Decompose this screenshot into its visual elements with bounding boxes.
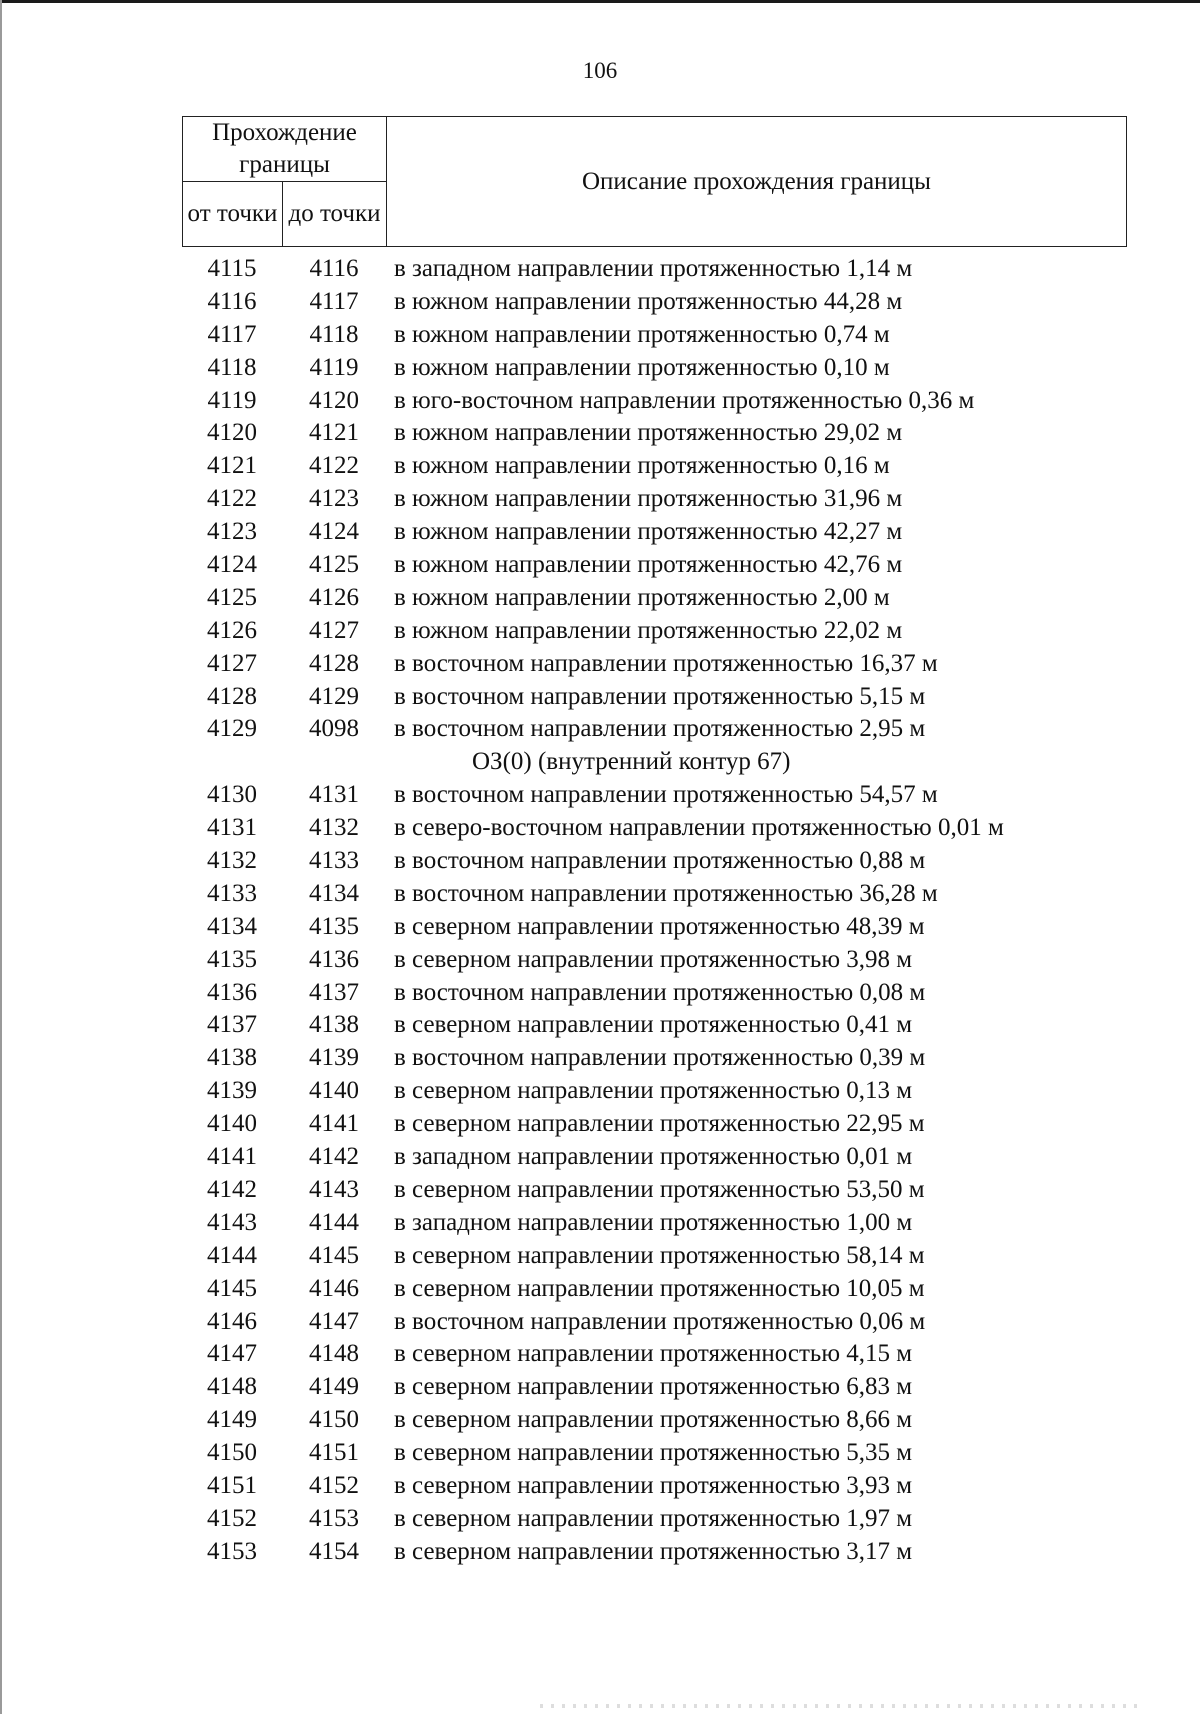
from-point-cell: 4146 xyxy=(207,1307,257,1335)
description-cell: в западном направлении протяженностью 1,00 м xyxy=(394,1208,913,1236)
from-point-cell: 4149 xyxy=(207,1406,257,1434)
description-cell: в южном направлении протяженностью 2,00 м xyxy=(394,583,890,611)
description-cell: в северном направлении протяженностью 4,15 м xyxy=(394,1340,913,1368)
from-point-cell: 4150 xyxy=(207,1439,257,1467)
table-row xyxy=(182,681,1126,714)
to-point-cell: 4119 xyxy=(309,353,359,381)
description-cell: в восточном направлении протяженностью 0,88 м xyxy=(394,847,926,875)
from-point-cell: 4128 xyxy=(207,682,257,710)
table-row xyxy=(182,615,1126,648)
to-point-cell: 4134 xyxy=(309,879,359,907)
to-point-cell: 4121 xyxy=(309,419,359,447)
from-point-cell: 4135 xyxy=(207,945,257,973)
from-point-cell: 4131 xyxy=(207,814,257,842)
from-point-cell: 4138 xyxy=(207,1044,257,1072)
description-cell: в южном направлении протяженностью 42,27 м xyxy=(394,518,903,546)
from-point-cell: 4115 xyxy=(207,255,257,282)
description-cell: в северном направлении протяженностью 8,66 м xyxy=(394,1406,913,1434)
from-point-cell: 4116 xyxy=(207,287,257,315)
to-point-cell: 4152 xyxy=(309,1471,359,1499)
table-row xyxy=(182,1207,1126,1240)
to-point-cell: 4153 xyxy=(309,1504,359,1532)
table-row xyxy=(182,779,1126,812)
description-cell: в восточном направлении протяженностью 36,28 м xyxy=(394,879,938,907)
description-cell: в южном направлении протяженностью 0,10 м xyxy=(394,353,890,381)
description-cell: в западном направлении протяженностью 0,01 м xyxy=(394,1143,913,1171)
to-point-cell: 4124 xyxy=(309,518,359,546)
to-point-cell: 4149 xyxy=(309,1373,359,1401)
to-point-cell: 4141 xyxy=(309,1110,359,1138)
table-row xyxy=(182,385,1126,418)
table-row xyxy=(182,1338,1126,1371)
to-point-cell: 4148 xyxy=(309,1340,359,1368)
description-cell: в южном направлении протяженностью 42,76 м xyxy=(394,551,903,579)
table-row xyxy=(182,648,1126,681)
description-cell: в южном направлении протяженностью 22,02 м xyxy=(394,616,903,644)
description-cell: в северо-восточном направлении протяженностью 0,01 м xyxy=(394,814,1004,842)
from-point-cell: 4125 xyxy=(207,583,257,611)
from-point-cell: 4132 xyxy=(207,847,257,875)
description-cell: в северном направлении протяженностью 48,39 м xyxy=(394,912,925,940)
header-boundary-passage: Прохождение границы xyxy=(183,117,387,182)
table-row xyxy=(182,1437,1126,1470)
to-point-cell: 4138 xyxy=(309,1011,359,1039)
rows-part-1 xyxy=(182,253,1126,746)
description-cell: в восточном направлении протяженностью 16,37 м xyxy=(394,649,938,677)
to-point-cell: 4151 xyxy=(309,1439,359,1467)
description-cell: в северном направлении протяженностью 10,05 м xyxy=(394,1274,925,1302)
from-point-cell: 4140 xyxy=(207,1110,257,1138)
table-row xyxy=(182,713,1126,746)
from-point-cell: 4119 xyxy=(207,386,257,414)
table-row xyxy=(182,1240,1126,1273)
table-row xyxy=(182,977,1126,1010)
from-point-cell: 4123 xyxy=(207,518,257,546)
from-point-cell: 4117 xyxy=(207,320,257,348)
table-row xyxy=(182,878,1126,911)
from-point-cell: 4129 xyxy=(207,715,257,743)
from-point-cell: 4126 xyxy=(207,616,257,644)
from-point-cell: 4137 xyxy=(207,1011,257,1039)
table-row xyxy=(182,1503,1126,1536)
to-point-cell: 4123 xyxy=(309,485,359,513)
to-point-cell: 4133 xyxy=(309,847,359,875)
from-point-cell: 4152 xyxy=(207,1504,257,1532)
to-point-cell: 4127 xyxy=(309,616,359,644)
section-title: ОЗ(0) (внутренний контур 67) xyxy=(472,748,791,776)
description-cell: в восточном направлении протяженностью 0,39 м xyxy=(394,1044,926,1072)
description-cell: в южном направлении протяженностью 31,96 м xyxy=(394,485,903,513)
description-cell: в северном направлении протяженностью 22,95 м xyxy=(394,1110,925,1138)
table-row xyxy=(182,286,1126,319)
description-cell: в северном направлении протяженностью 5,35 м xyxy=(394,1439,913,1467)
to-point-cell: 4128 xyxy=(309,649,359,677)
table-row xyxy=(182,944,1126,977)
to-point-cell: 4098 xyxy=(309,715,359,743)
description-cell: в северном направлении протяженностью 0,41 м xyxy=(394,1011,913,1039)
to-point-cell: 4132 xyxy=(309,814,359,842)
to-point-cell: 4129 xyxy=(309,682,359,710)
table-row xyxy=(182,845,1126,878)
to-point-cell: 4117 xyxy=(309,287,359,315)
description-cell: в северном направлении протяженностью 53,50 м xyxy=(394,1175,925,1203)
section-row xyxy=(182,746,1126,779)
table-row xyxy=(182,483,1126,516)
from-point-cell: 4153 xyxy=(207,1537,257,1565)
table-body xyxy=(182,253,1126,1569)
table-row xyxy=(182,549,1126,582)
table-row xyxy=(182,812,1126,845)
from-point-cell: 4118 xyxy=(207,353,257,381)
table-row xyxy=(182,1306,1126,1339)
to-point-cell: 4122 xyxy=(309,452,359,480)
description-cell: в восточном направлении протяженностью 2,95 м xyxy=(394,715,926,743)
to-point-cell: 4126 xyxy=(309,583,359,611)
table-row xyxy=(182,450,1126,483)
description-cell: в восточном направлении протяженностью 5,15 м xyxy=(394,682,926,710)
table-header xyxy=(182,116,1127,247)
to-point-cell: 4154 xyxy=(309,1537,359,1565)
table-row xyxy=(182,1536,1126,1569)
to-point-cell: 4116 xyxy=(309,255,359,282)
to-point-cell: 4118 xyxy=(309,320,359,348)
description-cell: в восточном направлении протяженностью 0,06 м xyxy=(394,1307,926,1335)
to-point-cell: 4150 xyxy=(309,1406,359,1434)
description-cell: в южном направлении протяженностью 0,74 м xyxy=(394,320,890,348)
from-point-cell: 4120 xyxy=(207,419,257,447)
table-row xyxy=(182,1470,1126,1503)
rows-part-2 xyxy=(182,779,1126,1568)
from-point-cell: 4144 xyxy=(207,1241,257,1269)
table-row xyxy=(182,1108,1126,1141)
description-cell: в северном направлении протяженностью 6,83 м xyxy=(394,1373,913,1401)
table-row xyxy=(182,1273,1126,1306)
table-row xyxy=(182,582,1126,615)
to-point-cell: 4144 xyxy=(309,1208,359,1236)
scan-top-edge xyxy=(0,0,1200,3)
from-point-cell: 4145 xyxy=(207,1274,257,1302)
description-cell: в северном направлении протяженностью 3,98 м xyxy=(394,945,913,973)
to-point-cell: 4120 xyxy=(309,386,359,414)
page-number: 106 xyxy=(582,58,618,83)
from-point-cell: 4134 xyxy=(207,912,257,940)
to-point-cell: 4125 xyxy=(309,551,359,579)
table-row xyxy=(182,1371,1126,1404)
table-row xyxy=(182,1042,1126,1075)
to-point-cell: 4137 xyxy=(309,978,359,1006)
from-point-cell: 4141 xyxy=(207,1143,257,1171)
description-cell: в северном направлении протяженностью 58,14 м xyxy=(394,1241,925,1269)
description-cell: в западном направлении протяженностью 1,14 м xyxy=(394,255,913,282)
description-cell: в северном направлении протяженностью 1,97 м xyxy=(394,1504,913,1532)
from-point-cell: 4124 xyxy=(207,551,257,579)
to-point-cell: 4147 xyxy=(309,1307,359,1335)
table-row xyxy=(182,253,1126,286)
table-row xyxy=(182,1404,1126,1437)
table-row xyxy=(182,319,1126,352)
description-cell: в южном направлении протяженностью 29,02 м xyxy=(394,419,903,447)
from-point-cell: 4147 xyxy=(207,1340,257,1368)
from-point-cell: 4139 xyxy=(207,1077,257,1105)
table-row xyxy=(182,1009,1126,1042)
description-cell: в восточном направлении протяженностью 54,57 м xyxy=(394,781,938,809)
header-to-point: до точки xyxy=(283,182,387,247)
to-point-cell: 4145 xyxy=(309,1241,359,1269)
from-point-cell: 4136 xyxy=(207,978,257,1006)
description-cell: в южном направлении протяженностью 0,16 м xyxy=(394,452,890,480)
description-cell: в южном направлении протяженностью 44,28 м xyxy=(394,287,903,315)
table-row xyxy=(182,516,1126,549)
scan-left-edge xyxy=(0,0,2,1714)
table-row xyxy=(182,417,1126,450)
from-point-cell: 4142 xyxy=(207,1175,257,1203)
from-point-cell: 4130 xyxy=(207,781,257,809)
description-cell: в восточном направлении протяженностью 0,08 м xyxy=(394,978,926,1006)
from-point-cell: 4148 xyxy=(207,1373,257,1401)
from-point-cell: 4122 xyxy=(207,485,257,513)
description-cell: в юго-восточном направлении протяженностью 0,36 м xyxy=(394,386,975,414)
from-point-cell: 4133 xyxy=(207,879,257,907)
to-point-cell: 4143 xyxy=(309,1175,359,1203)
scan-noise xyxy=(540,1704,1140,1708)
to-point-cell: 4139 xyxy=(309,1044,359,1072)
header-description: Описание прохождения границы xyxy=(387,117,1127,247)
to-point-cell: 4136 xyxy=(309,945,359,973)
from-point-cell: 4143 xyxy=(207,1208,257,1236)
to-point-cell: 4146 xyxy=(309,1274,359,1302)
table-row xyxy=(182,911,1126,944)
header-from-point: от точки xyxy=(183,182,283,247)
from-point-cell: 4151 xyxy=(207,1471,257,1499)
description-cell: в северном направлении протяженностью 3,93 м xyxy=(394,1471,913,1499)
to-point-cell: 4135 xyxy=(309,912,359,940)
description-cell: в северном направлении протяженностью 0,13 м xyxy=(394,1077,913,1105)
from-point-cell: 4127 xyxy=(207,649,257,677)
description-cell: в северном направлении протяженностью 3,17 м xyxy=(394,1537,913,1565)
table-row xyxy=(182,1174,1126,1207)
table-row xyxy=(182,1075,1126,1108)
table-row xyxy=(182,1141,1126,1174)
table-row xyxy=(182,352,1126,385)
from-point-cell: 4121 xyxy=(207,452,257,480)
to-point-cell: 4142 xyxy=(309,1143,359,1171)
to-point-cell: 4131 xyxy=(309,781,359,809)
to-point-cell: 4140 xyxy=(309,1077,359,1105)
